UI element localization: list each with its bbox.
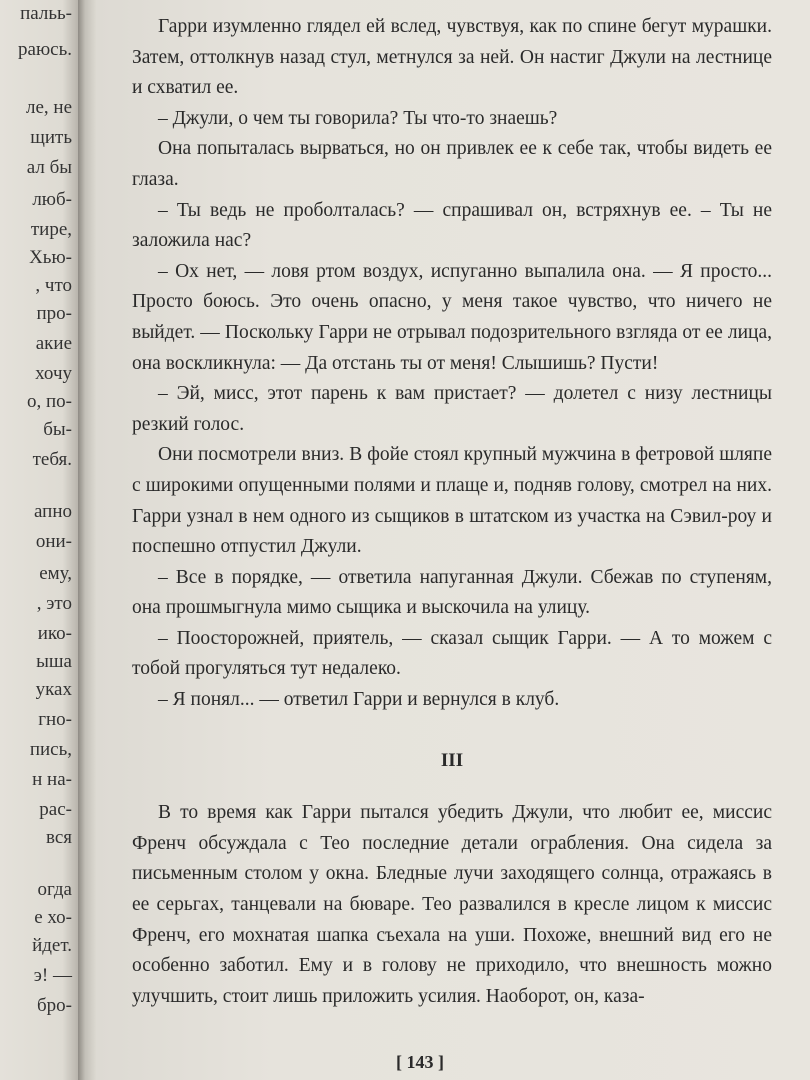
left-page-fragment: э! — [33, 965, 72, 986]
left-page-fragment: гно- [38, 709, 72, 730]
left-page-fragment: ему, [39, 563, 72, 584]
left-page-fragment: е хо- [34, 907, 72, 928]
left-page-fragment: йдет. [32, 935, 72, 956]
left-page-fragment: хочу [35, 363, 72, 384]
left-page-edge [0, 0, 78, 1080]
left-page-fragment: , что [35, 275, 72, 296]
left-page-fragment: акие [35, 333, 72, 354]
left-page-fragment: бро- [37, 995, 72, 1016]
left-page-fragment: огда [37, 879, 72, 900]
left-page-fragment: о, по- [27, 391, 72, 412]
left-page-fragment: ал бы [26, 157, 72, 178]
paragraph: – Ох нет, — ловя ртом воздух, испуганно выпалила она. — Я просто... Просто боюсь. Это очень опасно, у меня такое чувство, что ничего не выйдет. — Поскольку Гарри не отрывал подозрительного взгляда от ее лица, она воскликнула: — Да отстань ты от меня! Слышишь? Пусти! [132, 260, 772, 374]
section-heading: III [440, 749, 464, 771]
left-page-fragment: , это [36, 593, 72, 614]
left-page-fragment: пись, [29, 739, 72, 760]
left-page-fragment: щить [30, 127, 72, 148]
left-page-fragment: апно [33, 501, 72, 522]
left-page-fragment: уках [35, 679, 72, 700]
left-page-fragment: бы- [43, 419, 72, 440]
paragraph: Гарри изумленно глядел ей вслед, чувствуя, как по спине бегут мурашки. Затем, оттолкнув назад стул, метнулся за ней. Он настиг Джули на лестнице и схватил ее. [132, 16, 772, 99]
section-paragraph: В то время как Гарри пытался убедить Джули, что любит ее, миссис Френч обсуждала с Тео последние детали ограбления. Она сидела за письменным столом у окна. Бледные лучи заходящего солнца, отражаясь в ее серьгах, танцевали на бюваре. Тео развалился в кресле лицом к миссис Френч, его мохнатая шапка съехала на уши. Похоже, внешний вид его не особенно заботил. Ему и в голову не приходило, что внешность можно улучшить, стоит лишь приложить усилия. Наоборот, он, каза- [132, 802, 772, 1007]
left-page-fragment: люб- [32, 189, 72, 210]
left-page-fragment: тебя. [32, 449, 72, 470]
left-page-fragment: ле, не [25, 97, 72, 118]
left-page-fragment: н на- [32, 769, 72, 790]
paragraph: – Ты ведь не проболталась? — спрашивал он, встряхнув ее. – Ты не заложила нас? [132, 199, 772, 252]
left-page-fragment: ико- [37, 623, 72, 644]
left-page-fragment: вся [45, 827, 72, 848]
page-text [132, 12, 772, 1012]
left-page-fragment: ыша [36, 651, 72, 672]
paragraph: – Я понял... — ответил Гарри и вернулся в клуб. [158, 689, 560, 711]
paragraph: – Поосторожней, приятель, — сказал сыщик Гарри. — А то можем с тобой прогуляться тут недалеко. [132, 627, 772, 680]
paragraph: – Эй, мисс, этот парень к вам пристает? — долетел с низу лестницы резкий голос. [132, 383, 772, 435]
paragraph: – Джули, о чем ты говорила? Ты что-то знаешь? [158, 107, 558, 129]
paragraph: Она попыталась вырваться, но он привлек ее к себе так, чтобы видеть ее глаза. [132, 138, 772, 190]
paragraph: Они посмотрели вниз. В фойе стоял крупный мужчина в фетровой шляпе с широкими опущенными полями и плаще и, подняв голову, смотрел на них. Гарри узнал в нем одного из сыщиков в штатском из участка на Сэвил-роу и поспешно отпустил Джули. [132, 444, 772, 558]
paragraph: – Все в порядке, — ответила напуганная Джули. Сбежав по ступеням, она прошмыгнула мимо сыщика и выскочила на улицу. [132, 566, 772, 619]
left-page-fragment: про- [36, 303, 72, 324]
right-page [96, 0, 810, 1080]
left-page-fragment: они- [35, 531, 72, 552]
left-page-fragment: рас- [39, 799, 72, 820]
book-gutter [78, 0, 96, 1080]
left-page-fragment: пальь- [20, 3, 72, 24]
left-page-fragment: Хью- [29, 247, 72, 268]
left-page-fragment: раюсь. [18, 39, 72, 60]
left-page-fragment: тире, [30, 219, 72, 240]
page-number: [ 143 ] [396, 1052, 444, 1072]
